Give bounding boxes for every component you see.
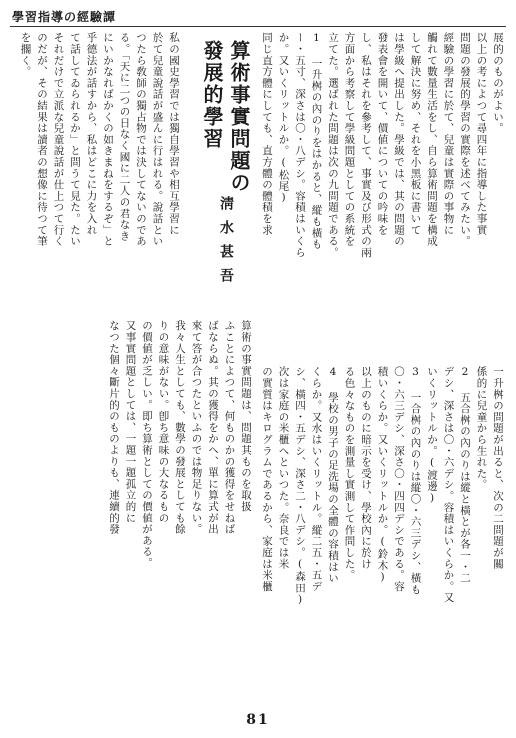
upper-left-body-text: 私の國史學習では獨自學習や相互學習に 於て兒童說話が盛んに行はれる。說話とい つたら敎師の獨占物では決してないのであ る。「天に二つの日なく國に二人の君なき にいかなればかくの如きまねをするぞ」と 乎德法が話すから、私はどこに力を入れ て話してゐられるか」と問うて見た。たい それだけで立派な兒童說話が仕上つて行く のだが、その結果は讀者の想像に待つて筆 を擱く。 [19, 32, 180, 247]
lower-right-body-text: 一升桝の問題が出ると、次の二問題が關 係的に兒童から生れた。 2 五合桝の內のりは縱と橫とが各一・二 デシ、深さは〇・六デシ。容積はいくらか。又 いくリットルか。(渡邊) 3 一合桝の內のりは縱〇・六三デシ、橫も 〇・六三デシ、深さ〇・四四デシである。容 積いくらか。又いくリットルか。(鈴木) 以上のものに暗示を受け、學校內に於け る色々なものを測量し實測して作問した。 4 學校の男子の足洗場の全體の容積はい くらか。又水はいくリットル。縱二五・五デ シ、橫四・五デシ、深さ二・八デシ。(森田) 次は家庭の米櫃へといつた。奈良では米 の實質はキログラムであるから、家庭は米櫃 [261, 366, 504, 607]
lower-left-body-text: 算術の事實問題は、問題其ものを取扱 ふことによつて、何ものかの獲得をせねば ばならぬ。其の獲得をかへ、單に算式が出 來て答が合つたといふのでは物足りない。 我々人生としても、數學の發展としても餘 りの意味がない。卽ち意味の大なるもの の價値が乏しい。即ち算術としての價値がある。 又事實問題としては、一題一題孤立的に なつた個々斷片的のものよりも、連續的發 [108, 320, 252, 569]
article-title: 算術事實問題の 發展的學習 [200, 40, 251, 194]
journal-header: 學習指導の經驗譚 [12, 10, 117, 24]
header-rule [10, 26, 506, 27]
article-author: 淸水甚吾 [218, 196, 234, 292]
page-number: 81 [246, 712, 270, 728]
upper-right-body-text: 展的のものがよい。 以上の考によつて尋四年に指導した事實 問題の發展的學習の實際を述べてみたい。 經驗の學習に於て、兒童は實際の事物に 觸れて數量生活をし、自ら算術問題を構成 して解決に努め、それを小黑板に書いて は學級へ提出した。學級では、其の問題の 發表會を開いて、價値についての吟味を し、私はそれを參考して、事實及び形式の兩 方面から考察して學級問題としての系統を 立てた。選ばれた問題は次の九問題である。 1 一升桝の內のりをはかると、縱も橫も ー・五寸、深さは〇・八デシ。容積はいくら か。又いくリットルか。(松尾) 同じ直方體にしても、直方體の體積を求 [261, 32, 504, 258]
